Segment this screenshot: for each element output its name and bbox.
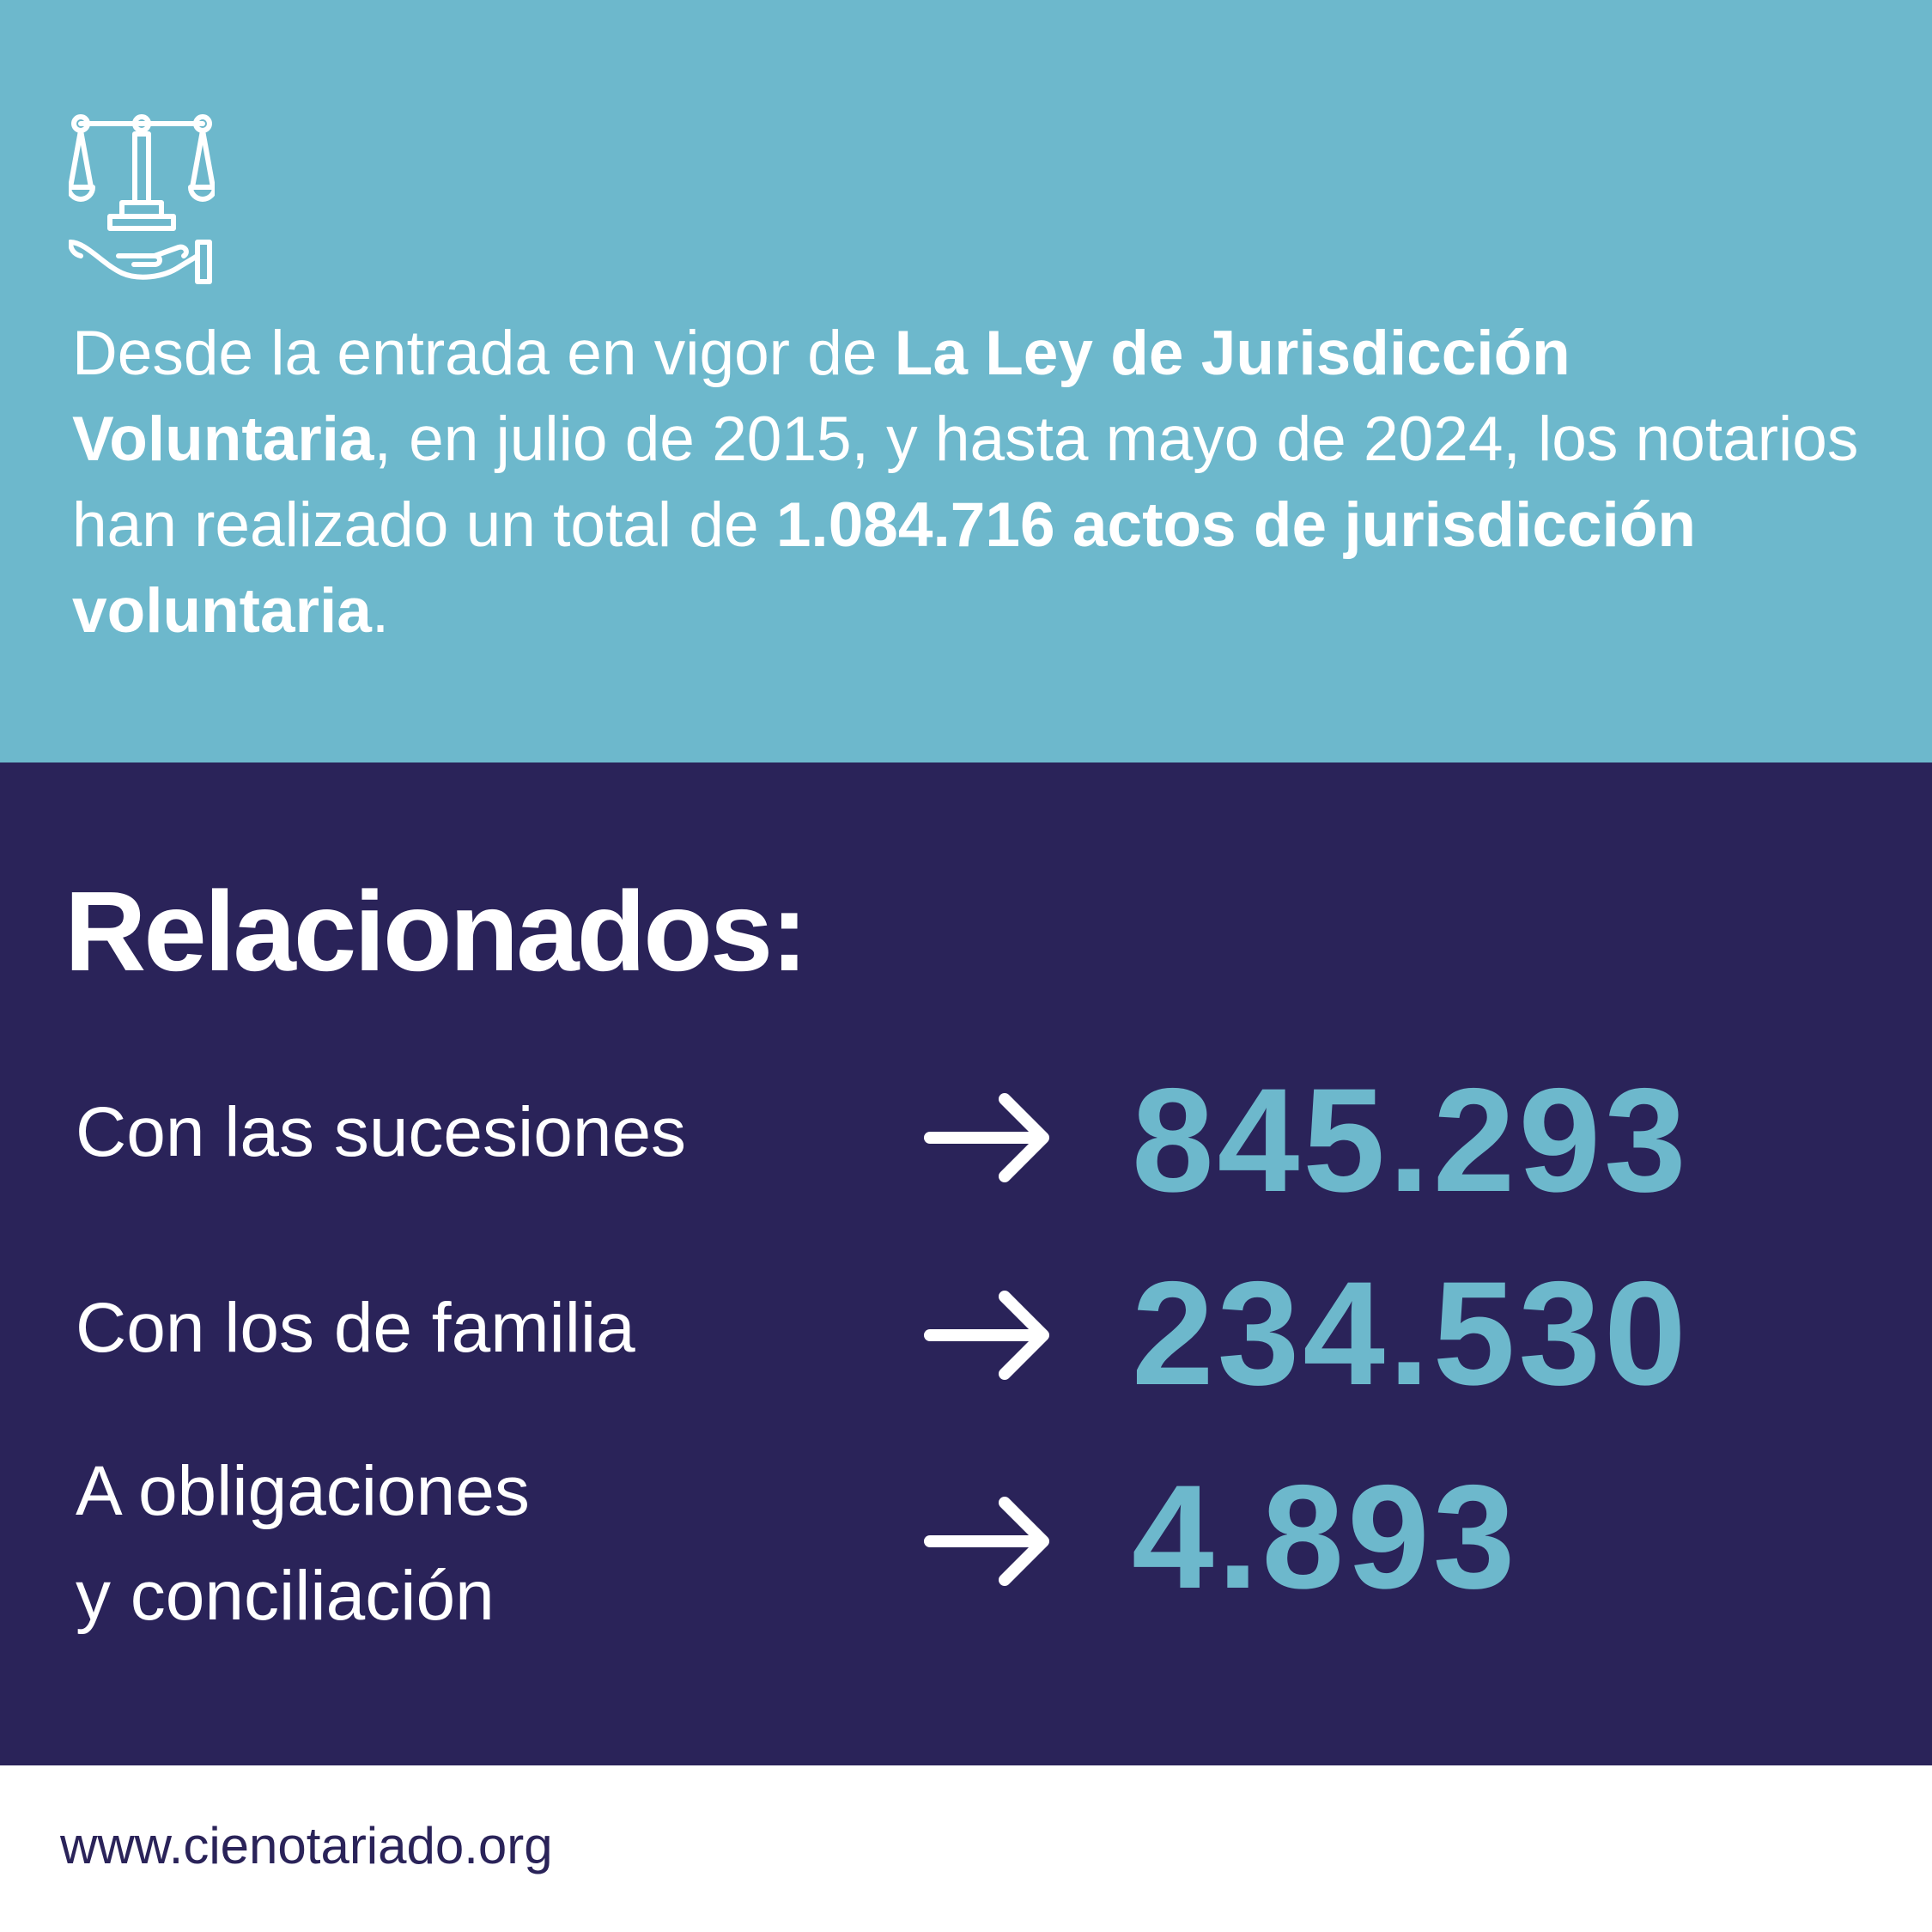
row-value-obligaciones: 4.893 <box>1132 1455 1519 1619</box>
intro-total-acts: 1.084.716 actos de jurisdicción voluntaria <box>72 490 1697 646</box>
row-label-sucesiones: Con las sucesiones <box>76 1093 687 1171</box>
row-label-familia: Con los de familia <box>76 1289 635 1367</box>
arrow-right-icon <box>923 1091 1052 1185</box>
intro-text-part3: . <box>371 576 390 646</box>
section-heading: Relacionados: <box>64 868 806 994</box>
arrow-right-icon <box>923 1494 1052 1589</box>
intro-law-name: La Ley de Jurisdicción Voluntaria <box>72 319 1571 474</box>
justice-scale-hand-icon <box>69 112 215 288</box>
footer-url[interactable]: www.cienotariado.org <box>60 1817 553 1874</box>
row-value-familia: 234.530 <box>1132 1251 1690 1416</box>
row-value-sucesiones: 845.293 <box>1132 1058 1690 1223</box>
intro-text-part1: Desde la entrada en vigor de <box>72 319 895 388</box>
intro-text-part2: , en julio de 2015, y hasta mayo de 2024, los notarios han realizado un total de <box>72 404 1859 560</box>
top-panel <box>0 0 1932 762</box>
intro-text <box>72 311 1875 654</box>
row-label-obligaciones-line1: A obligaciones <box>76 1452 530 1530</box>
arrow-right-icon <box>923 1288 1052 1382</box>
row-label-obligaciones-line2: y conciliación <box>76 1557 495 1635</box>
